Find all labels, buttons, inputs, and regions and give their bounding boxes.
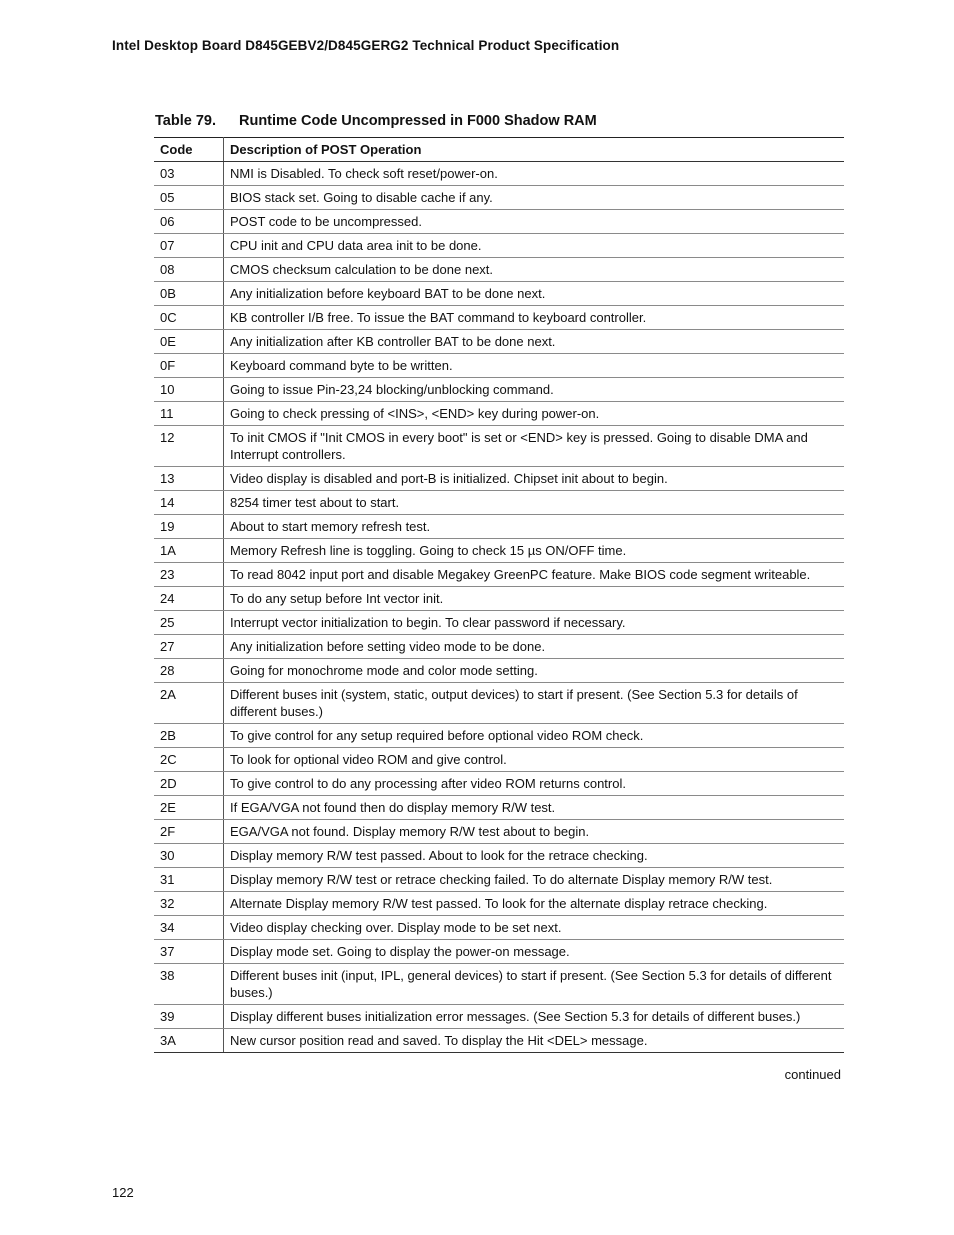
code-cell: 0B bbox=[154, 282, 224, 306]
table-caption bbox=[155, 113, 597, 129]
description-cell: Interrupt vector initialization to begin. To clear password if necessary. bbox=[224, 611, 845, 635]
code-cell: 2B bbox=[154, 724, 224, 748]
table-row bbox=[154, 724, 844, 748]
code-cell: 05 bbox=[154, 186, 224, 210]
code-cell: 38 bbox=[154, 964, 224, 1005]
table-row bbox=[154, 234, 844, 258]
code-cell: 25 bbox=[154, 611, 224, 635]
table-number: Table 79. bbox=[155, 113, 216, 129]
table-row bbox=[154, 868, 844, 892]
table-row bbox=[154, 844, 844, 868]
description-cell: Keyboard command byte to be written. bbox=[224, 354, 845, 378]
description-cell: Different buses init (system, static, output devices) to start if present. (See Section 5.3 for details of different buses.) bbox=[224, 683, 845, 724]
table-row bbox=[154, 539, 844, 563]
description-cell: Going to check pressing of <INS>, <END> key during power-on. bbox=[224, 402, 845, 426]
description-cell: Different buses init (input, IPL, general devices) to start if present. (See Section 5.3 for details of different buses.) bbox=[224, 964, 845, 1005]
code-cell: 03 bbox=[154, 162, 224, 186]
code-cell: 2A bbox=[154, 683, 224, 724]
table-row bbox=[154, 916, 844, 940]
description-cell: 8254 timer test about to start. bbox=[224, 491, 845, 515]
table-row bbox=[154, 892, 844, 916]
description-cell: Memory Refresh line is toggling. Going to check 15 µs ON/OFF time. bbox=[224, 539, 845, 563]
table-row bbox=[154, 258, 844, 282]
code-cell: 1A bbox=[154, 539, 224, 563]
code-cell: 2D bbox=[154, 772, 224, 796]
table-row bbox=[154, 1029, 844, 1053]
code-cell: 32 bbox=[154, 892, 224, 916]
code-cell: 2E bbox=[154, 796, 224, 820]
table-row bbox=[154, 796, 844, 820]
table-row bbox=[154, 354, 844, 378]
description-cell: To do any setup before Int vector init. bbox=[224, 587, 845, 611]
description-cell: To give control for any setup required before optional video ROM check. bbox=[224, 724, 845, 748]
code-cell: 23 bbox=[154, 563, 224, 587]
table-row bbox=[154, 683, 844, 724]
column-header-code: Code bbox=[154, 138, 224, 162]
code-cell: 08 bbox=[154, 258, 224, 282]
post-code-table bbox=[154, 137, 844, 1053]
table-header-row bbox=[154, 138, 844, 162]
description-cell: To init CMOS if "Init CMOS in every boot" is set or <END> key is pressed. Going to disable DMA and Interrupt controllers. bbox=[224, 426, 845, 467]
table-row bbox=[154, 306, 844, 330]
description-cell: Any initialization before keyboard BAT to be done next. bbox=[224, 282, 845, 306]
description-cell: About to start memory refresh test. bbox=[224, 515, 845, 539]
description-cell: Going for monochrome mode and color mode setting. bbox=[224, 659, 845, 683]
description-cell: New cursor position read and saved. To display the Hit <DEL> message. bbox=[224, 1029, 845, 1053]
code-cell: 11 bbox=[154, 402, 224, 426]
code-cell: 2C bbox=[154, 748, 224, 772]
table-row bbox=[154, 748, 844, 772]
table-row bbox=[154, 635, 844, 659]
table-row bbox=[154, 515, 844, 539]
code-cell: 39 bbox=[154, 1005, 224, 1029]
description-cell: Video display checking over. Display mode to be set next. bbox=[224, 916, 845, 940]
description-cell: NMI is Disabled. To check soft reset/power-on. bbox=[224, 162, 845, 186]
description-cell: EGA/VGA not found. Display memory R/W test about to begin. bbox=[224, 820, 845, 844]
code-cell: 14 bbox=[154, 491, 224, 515]
column-header-description: Description of POST Operation bbox=[224, 138, 845, 162]
description-cell: Any initialization before setting video mode to be done. bbox=[224, 635, 845, 659]
code-cell: 0F bbox=[154, 354, 224, 378]
table-row bbox=[154, 611, 844, 635]
code-cell: 10 bbox=[154, 378, 224, 402]
table-row bbox=[154, 402, 844, 426]
description-cell: KB controller I/B free. To issue the BAT command to keyboard controller. bbox=[224, 306, 845, 330]
table-body bbox=[154, 162, 844, 1053]
code-cell: 2F bbox=[154, 820, 224, 844]
description-cell: To give control to do any processing after video ROM returns control. bbox=[224, 772, 845, 796]
code-cell: 31 bbox=[154, 868, 224, 892]
description-cell: Going to issue Pin-23,24 blocking/unblocking command. bbox=[224, 378, 845, 402]
description-cell: Display memory R/W test or retrace checking failed. To do alternate Display memory R/W test. bbox=[224, 868, 845, 892]
code-cell: 27 bbox=[154, 635, 224, 659]
description-cell: BIOS stack set. Going to disable cache if any. bbox=[224, 186, 845, 210]
table-row bbox=[154, 426, 844, 467]
table-row bbox=[154, 659, 844, 683]
code-cell: 0C bbox=[154, 306, 224, 330]
table-row bbox=[154, 162, 844, 186]
table-row bbox=[154, 491, 844, 515]
code-cell: 34 bbox=[154, 916, 224, 940]
table-row bbox=[154, 820, 844, 844]
code-cell: 24 bbox=[154, 587, 224, 611]
code-cell: 19 bbox=[154, 515, 224, 539]
description-cell: Any initialization after KB controller BAT to be done next. bbox=[224, 330, 845, 354]
table-title: Runtime Code Uncompressed in F000 Shadow RAM bbox=[239, 113, 597, 129]
table-row bbox=[154, 1005, 844, 1029]
table-row bbox=[154, 186, 844, 210]
table-row bbox=[154, 772, 844, 796]
table-row bbox=[154, 378, 844, 402]
code-cell: 13 bbox=[154, 467, 224, 491]
code-cell: 30 bbox=[154, 844, 224, 868]
code-cell: 12 bbox=[154, 426, 224, 467]
description-cell: If EGA/VGA not found then do display memory R/W test. bbox=[224, 796, 845, 820]
code-cell: 28 bbox=[154, 659, 224, 683]
code-cell: 0E bbox=[154, 330, 224, 354]
code-cell: 06 bbox=[154, 210, 224, 234]
code-cell: 07 bbox=[154, 234, 224, 258]
table-row bbox=[154, 282, 844, 306]
code-cell: 37 bbox=[154, 940, 224, 964]
table-row bbox=[154, 563, 844, 587]
code-cell: 3A bbox=[154, 1029, 224, 1053]
description-cell: Display mode set. Going to display the power-on message. bbox=[224, 940, 845, 964]
description-cell: Alternate Display memory R/W test passed. To look for the alternate display retrace checking. bbox=[224, 892, 845, 916]
description-cell: CMOS checksum calculation to be done next. bbox=[224, 258, 845, 282]
running-header: Intel Desktop Board D845GEBV2/D845GERG2 Technical Product Specification bbox=[112, 38, 620, 53]
continued-note: continued bbox=[784, 1067, 841, 1082]
description-cell: POST code to be uncompressed. bbox=[224, 210, 845, 234]
page-number: 122 bbox=[112, 1185, 134, 1200]
table-row bbox=[154, 940, 844, 964]
table-row bbox=[154, 587, 844, 611]
description-cell: To read 8042 input port and disable Megakey GreenPC feature. Make BIOS code segment writeable. bbox=[224, 563, 845, 587]
table-row bbox=[154, 964, 844, 1005]
description-cell: To look for optional video ROM and give control. bbox=[224, 748, 845, 772]
description-cell: Video display is disabled and port-B is initialized. Chipset init about to begin. bbox=[224, 467, 845, 491]
description-cell: CPU init and CPU data area init to be done. bbox=[224, 234, 845, 258]
table-row bbox=[154, 467, 844, 491]
description-cell: Display memory R/W test passed. About to look for the retrace checking. bbox=[224, 844, 845, 868]
description-cell: Display different buses initialization error messages. (See Section 5.3 for details of different buses.) bbox=[224, 1005, 845, 1029]
table-row bbox=[154, 210, 844, 234]
table-row bbox=[154, 330, 844, 354]
